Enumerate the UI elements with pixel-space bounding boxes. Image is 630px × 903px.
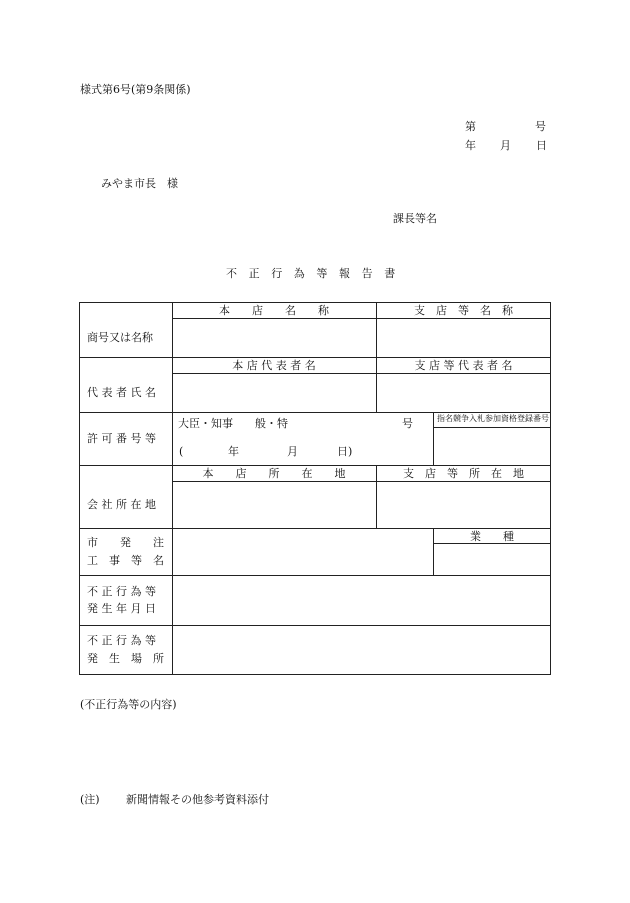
incident-content-label: (不正行為等の内容) bbox=[80, 698, 177, 711]
number-label: 第 bbox=[465, 120, 476, 133]
license-type: 大臣・知事 般・特 bbox=[178, 417, 288, 430]
label-representative: 代 表 者 氏 名 bbox=[87, 385, 156, 399]
label-construction-name-line1: 市 発 注 bbox=[87, 536, 164, 550]
date-day: 日 bbox=[536, 139, 547, 152]
label-incident-place-line2: 発 生 場 所 bbox=[87, 651, 164, 665]
label-license-number: 許 可 番 号 等 bbox=[87, 431, 156, 445]
row-divider bbox=[80, 357, 550, 358]
subheader-divider bbox=[433, 543, 550, 544]
header-branch-name: 支 店 等 名 称 bbox=[414, 304, 513, 317]
subheader-divider bbox=[172, 481, 550, 482]
number-suffix: 号 bbox=[535, 120, 546, 133]
license-number-suffix: 号 bbox=[402, 417, 413, 430]
label-trade-name: 商号又は名称 bbox=[87, 330, 153, 344]
label-incident-place-line1: 不 正 行 為 等 bbox=[87, 634, 156, 648]
header-head-office-address: 本 店 所 在 地 bbox=[202, 467, 346, 480]
license-date-open: ( bbox=[179, 445, 184, 458]
label-incident-date-line2: 発 生 年 月 日 bbox=[87, 602, 156, 615]
label-incident-place bbox=[80, 625, 173, 674]
header-head-office-name: 本 店 名 称 bbox=[219, 304, 329, 317]
report-table bbox=[79, 302, 551, 675]
subheader-divider bbox=[172, 318, 550, 319]
label-incident-date-line1: 不 正 行 為 等 bbox=[87, 584, 156, 598]
label-company-address: 会 社 所 在 地 bbox=[87, 497, 156, 511]
date-month: 月 bbox=[500, 139, 511, 152]
footnote bbox=[80, 793, 269, 806]
document-number-line bbox=[465, 120, 546, 133]
date-year: 年 bbox=[465, 139, 476, 152]
license-date-day: 日) bbox=[337, 445, 353, 458]
column-divider bbox=[433, 412, 434, 465]
label-construction-name-line2: 工 事 等 名 bbox=[87, 553, 164, 567]
form-number: 様式第6号(第9条関係) bbox=[80, 83, 191, 96]
license-date-month: 月 bbox=[287, 445, 298, 458]
header-head-office-rep: 本 店 代 表 者 名 bbox=[232, 359, 316, 372]
footnote-label: (注) bbox=[80, 793, 100, 806]
license-date-year: 年 bbox=[228, 445, 239, 458]
header-branch-address: 支 店 等 所 在 地 bbox=[403, 467, 524, 480]
label-construction-name bbox=[80, 528, 173, 575]
row-divider bbox=[80, 465, 550, 466]
footnote-text: 新聞情報その他参考資料添付 bbox=[126, 793, 269, 806]
header-registration-number: 指名競争入札参加資格登録番号 bbox=[437, 414, 549, 423]
subheader-divider bbox=[172, 373, 550, 374]
header-industry: 業 種 bbox=[470, 530, 514, 543]
document-date-line bbox=[465, 139, 547, 152]
addressee: みやま市長 様 bbox=[101, 177, 178, 190]
subheader-divider bbox=[433, 427, 550, 428]
header-branch-rep: 支 店 等 代 表 者 名 bbox=[414, 359, 513, 372]
label-incident-date bbox=[80, 575, 173, 625]
document-title: 不 正 行 為 等 報 告 書 bbox=[226, 267, 396, 280]
sender-name: 課長等名 bbox=[393, 212, 437, 225]
